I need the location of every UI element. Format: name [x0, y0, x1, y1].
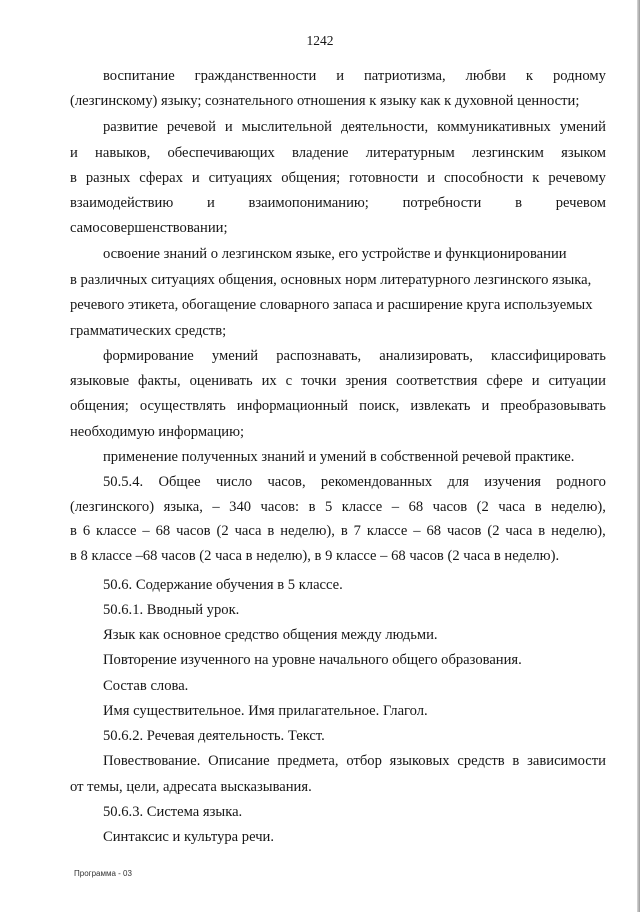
word: 7: [353, 523, 361, 539]
word: и: [70, 145, 78, 161]
word: оценивать: [189, 373, 253, 389]
text-line: освоение знаний о лезгинском языке, его устройстве и функционировании: [103, 246, 567, 262]
word: родному: [552, 68, 606, 84]
word: в: [538, 523, 546, 539]
word: соответствия: [396, 373, 478, 389]
word: и: [531, 373, 540, 389]
word: и: [224, 119, 233, 135]
text-line: от темы, цели, адресата высказывания.: [70, 779, 312, 795]
word: сферах: [139, 170, 183, 186]
word: в: [308, 499, 316, 515]
word: языковые: [70, 373, 130, 389]
word: и: [481, 398, 490, 414]
text-line: [70, 396, 606, 416]
word: в: [340, 523, 348, 539]
word: (2: [476, 499, 489, 515]
word: формирование: [103, 348, 194, 364]
word: к: [525, 68, 533, 84]
word: информационный: [236, 398, 349, 414]
page-number: 1242: [306, 33, 334, 48]
word: речевом: [555, 195, 606, 211]
word: владение: [292, 145, 349, 161]
section-heading: 50.6.3. Система языка.: [103, 804, 243, 820]
footer-program-label: Программа - 03: [74, 869, 132, 878]
word: –: [413, 523, 421, 539]
word: 6: [82, 523, 91, 539]
word: часа: [234, 523, 262, 539]
word: в: [70, 523, 77, 539]
word: языковых: [389, 753, 450, 769]
word: мыслительной: [241, 119, 332, 135]
word: преобразовывать: [500, 398, 606, 414]
word: деятельности,: [340, 119, 429, 135]
word: классифицировать: [491, 348, 606, 364]
word: изучения: [484, 474, 541, 490]
word: взаимодействию: [70, 195, 174, 211]
word: анализировать,: [379, 348, 473, 364]
word: часов: [446, 523, 482, 539]
word: коммуникативных: [437, 119, 551, 135]
word: осуществлять: [139, 398, 226, 414]
word: развитие: [103, 119, 158, 135]
word: часа: [505, 523, 533, 539]
word: –: [212, 499, 220, 515]
word: гражданственности: [194, 68, 317, 84]
text-line: [70, 521, 606, 541]
word: часов:: [260, 499, 300, 515]
text-line: [70, 497, 606, 517]
word: точки: [301, 373, 337, 389]
text-line: в различных ситуациях общения, основных норм литературного лезгинского языка,: [70, 272, 592, 288]
word: классе: [341, 499, 383, 515]
text-line: грамматических средств;: [70, 323, 227, 339]
word: их: [261, 373, 277, 389]
word: классе: [366, 523, 408, 539]
word: Общее: [158, 474, 201, 490]
text-line: речевого этикета, обогащение словарного запаса и расширение круга используемых: [70, 297, 593, 313]
word: и: [191, 170, 200, 186]
text-line: [103, 117, 606, 137]
word: в: [70, 170, 77, 186]
word: часов,: [267, 474, 306, 490]
word: родного: [556, 474, 606, 490]
text-line: [70, 371, 606, 391]
word: зависимости: [527, 753, 606, 769]
word: способности: [444, 170, 524, 186]
word: отбор: [346, 753, 382, 769]
word: речевой: [166, 119, 216, 135]
word: с: [285, 373, 293, 389]
word: и: [206, 195, 215, 211]
word: распознавать,: [276, 348, 362, 364]
word: часа: [498, 499, 526, 515]
word: умений: [211, 348, 259, 364]
word: взаимопониманию;: [248, 195, 369, 211]
word: в: [515, 195, 522, 211]
word: неделю),: [280, 523, 335, 539]
section-heading: 50.6.1. Вводный урок.: [103, 602, 240, 618]
text-line: [70, 143, 606, 163]
text-line: Язык как основное средство общения между людьми.: [103, 627, 438, 643]
word: для: [447, 474, 469, 490]
text-line: [103, 66, 606, 86]
word: общения;: [281, 170, 341, 186]
word: факты,: [138, 373, 181, 389]
text-line: Повторение изученного на уровне начального общего образования.: [103, 652, 522, 668]
word: и: [336, 68, 345, 84]
word: речевому: [548, 170, 606, 186]
word: обеспечивающих: [167, 145, 275, 161]
word: –: [391, 499, 400, 515]
text-line: применение полученных знаний и умений в собственной речевой практике.: [103, 449, 575, 465]
word: готовности: [349, 170, 419, 186]
text-line: Синтаксис и культура речи.: [103, 829, 275, 845]
text-line: [103, 751, 606, 771]
text-line: Имя существительное. Имя прилагательное. Глагол.: [103, 703, 428, 719]
text-line: [103, 472, 606, 492]
word: общения;: [70, 398, 129, 414]
word: умений: [559, 119, 606, 135]
section-heading: 50.6. Содержание обучения в 5 классе.: [103, 577, 343, 593]
section-heading: 50.6.2. Речевая деятельность. Текст.: [103, 728, 325, 744]
word: и: [427, 170, 436, 186]
word: 50.5.4.: [103, 474, 144, 490]
text-line: [70, 193, 606, 213]
word: 68: [408, 499, 424, 515]
word: литературным: [365, 145, 455, 161]
word: Повествование.: [103, 753, 201, 769]
word: любви: [465, 68, 506, 84]
word: языка,: [163, 499, 203, 515]
text-line: (лезгинскому) языку; сознательного отношения к языку как к духовной ценности;: [70, 93, 580, 109]
word: разных: [85, 170, 131, 186]
word: извлекать: [410, 398, 471, 414]
word: 68: [155, 523, 171, 539]
word: 340: [229, 499, 252, 515]
text-line: [70, 168, 606, 188]
word: лезгинским: [471, 145, 544, 161]
word: (2: [216, 523, 229, 539]
word: воспитание: [103, 68, 175, 84]
word: предмета,: [277, 753, 339, 769]
word: неделю),: [551, 523, 606, 539]
word: в: [534, 499, 542, 515]
text-line: самосовершенствовании;: [70, 220, 228, 236]
word: неделю),: [551, 499, 606, 515]
word: часов: [432, 499, 468, 515]
word: патриотизма,: [364, 68, 446, 84]
word: ситуации: [548, 373, 606, 389]
word: потребности: [402, 195, 482, 211]
word: ситуациях: [208, 170, 273, 186]
word: зрения: [345, 373, 388, 389]
word: (2: [487, 523, 500, 539]
word: 5: [325, 499, 333, 515]
word: классе: [96, 523, 137, 539]
word: в: [267, 523, 275, 539]
word: средств: [457, 753, 505, 769]
word: в: [512, 753, 520, 769]
word: число: [215, 474, 253, 490]
text-line: в 8 классе –68 часов (2 часа в неделю), в 9 классе – 68 часов (2 часа в неделю).: [70, 548, 560, 564]
word: –: [142, 523, 150, 539]
word: сфере: [486, 373, 523, 389]
text-line: Состав слова.: [103, 678, 189, 694]
word: поиск,: [359, 398, 400, 414]
word: языком: [561, 145, 606, 161]
word: к: [532, 170, 540, 186]
word: 68: [426, 523, 442, 539]
word: навыков,: [95, 145, 151, 161]
text-line: необходимую информацию;: [70, 424, 245, 440]
word: часов: [176, 523, 211, 539]
word: рекомендованных: [320, 474, 433, 490]
word: (лезгинского): [70, 499, 155, 515]
text-line: [103, 346, 606, 366]
word: Описание: [208, 753, 270, 769]
